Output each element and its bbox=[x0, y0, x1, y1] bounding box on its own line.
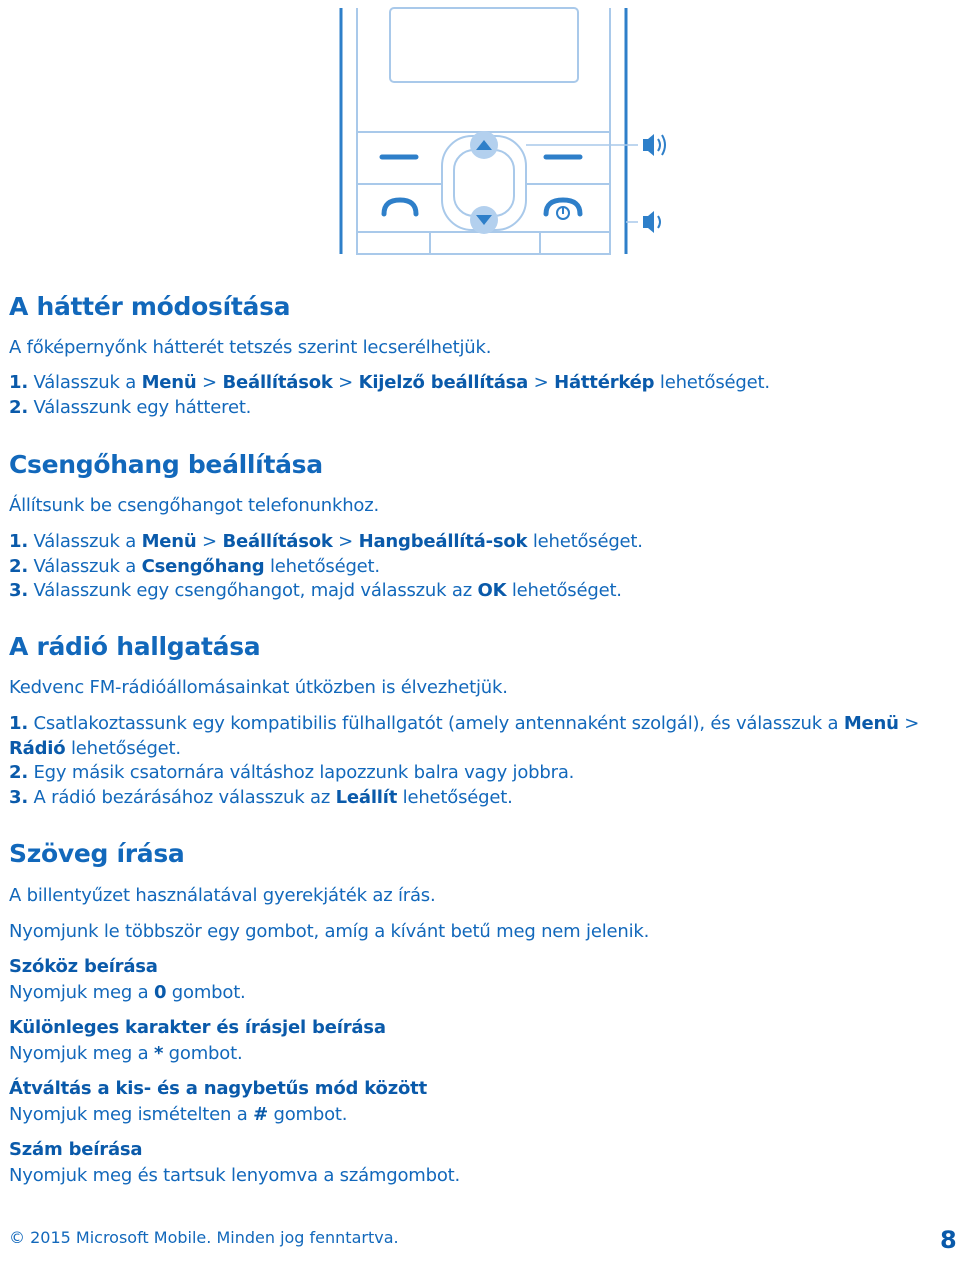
radio-step-3: 3. A rádió bezárásához válasszuk az Leállít lehetőséget. bbox=[9, 787, 513, 808]
section-title-radio: A rádió hallgatása bbox=[9, 632, 261, 661]
phone-illustration bbox=[330, 0, 680, 258]
radio-step-2: 2. Egy másik csatornára váltáshoz lapozzunk balra vagy jobbra. bbox=[9, 762, 575, 783]
radio-step-1-cont: Rádió lehetőséget. bbox=[9, 738, 181, 759]
background-step-1: 1. Válasszuk a Menü > Beállítások > Kijelző beállítása > Háttérkép lehetőséget. bbox=[9, 372, 770, 393]
special-heading: Különleges karakter és írásjel beírása bbox=[9, 1017, 386, 1038]
case-heading: Átváltás a kis- és a nagybetűs mód között bbox=[9, 1078, 427, 1099]
background-intro: A főképernyőnk hátterét tetszés szerint lecserélhetjük. bbox=[9, 337, 492, 358]
radio-intro: Kedvenc FM-rádióállomásainkat útközben is élvezhetjük. bbox=[9, 677, 508, 698]
call-key-icon bbox=[384, 200, 416, 214]
section-title-background: A háttér módosítása bbox=[9, 292, 291, 321]
ringtone-step-1: 1. Válasszuk a Menü > Beállítások > Hangbeállítá-sok lehetőséget. bbox=[9, 531, 643, 552]
ringtone-step-3: 3. Válasszunk egy csengőhangot, majd válasszuk az OK lehetőséget. bbox=[9, 580, 622, 601]
case-text: Nyomjuk meg ismételten a # gombot. bbox=[9, 1104, 348, 1125]
radio-step-1: 1. Csatlakoztassunk egy kompatibilis fülhallgatót (amely antennaként szolgál), és válasszuk a Menü > bbox=[9, 713, 920, 734]
number-heading: Szám beírása bbox=[9, 1139, 143, 1160]
page-number: 8 bbox=[940, 1226, 957, 1254]
volume-up-icon bbox=[643, 134, 665, 156]
volume-down-icon bbox=[643, 211, 660, 233]
ringtone-step-2: 2. Válasszuk a Csengőhang lehetőséget. bbox=[9, 556, 380, 577]
phone-screen bbox=[390, 8, 578, 82]
background-step-2: 2. Válasszunk egy hátteret. bbox=[9, 397, 252, 418]
typing-intro-2: Nyomjunk le többször egy gombot, amíg a kívánt betű meg nem jelenik. bbox=[9, 921, 650, 942]
number-text: Nyomjuk meg és tartsuk lenyomva a számgombot. bbox=[9, 1165, 461, 1186]
space-heading: Szóköz beírása bbox=[9, 956, 158, 977]
footer-copyright: © 2015 Microsoft Mobile. Minden jog fenntartva. bbox=[9, 1228, 399, 1247]
section-title-typing: Szöveg írása bbox=[9, 839, 185, 868]
section-title-ringtone: Csengőhang beállítása bbox=[9, 450, 323, 479]
space-text: Nyomjuk meg a 0 gombot. bbox=[9, 982, 246, 1003]
special-text: Nyomjuk meg a * gombot. bbox=[9, 1043, 243, 1064]
typing-intro-1: A billentyűzet használatával gyerekjáték az írás. bbox=[9, 885, 436, 906]
ringtone-intro: Állítsunk be csengőhangot telefonunkhoz. bbox=[9, 495, 379, 516]
